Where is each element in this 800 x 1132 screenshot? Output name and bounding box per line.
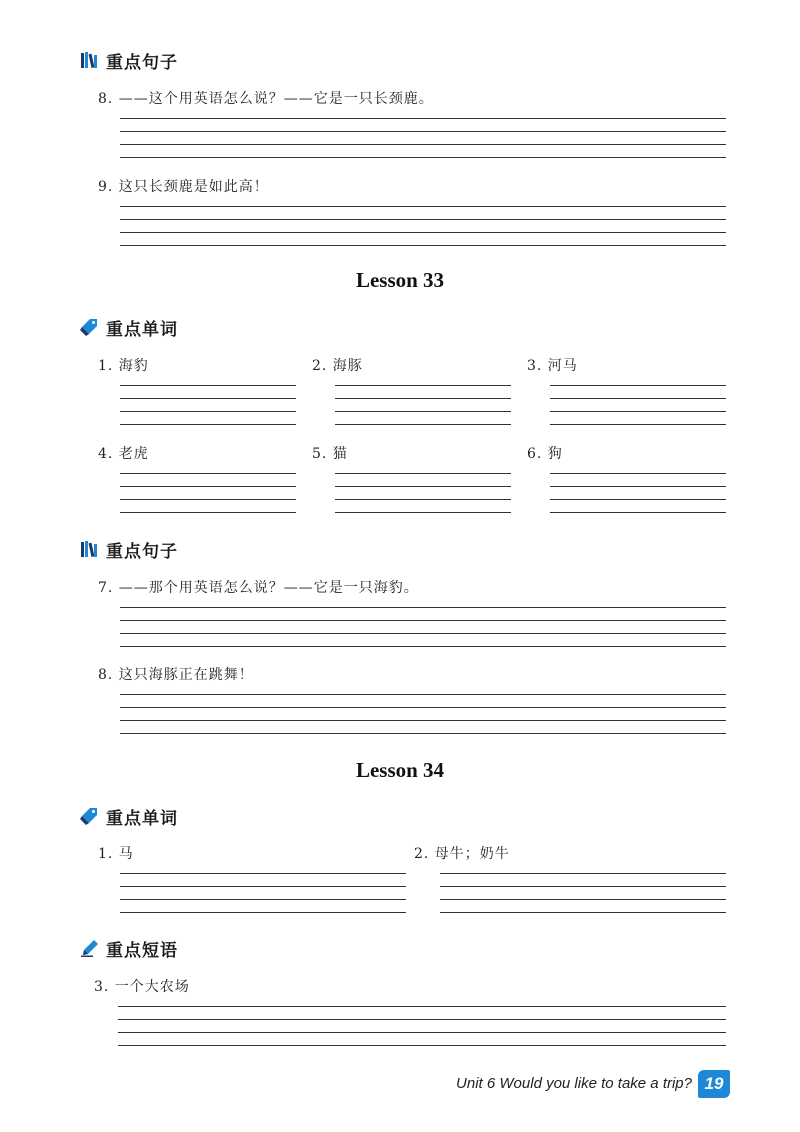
books-icon [80, 50, 100, 70]
answer-lines-w2[interactable] [335, 385, 511, 425]
question-8-text: 8. 这只海豚正在跳舞！ [98, 667, 254, 683]
section-header-words [80, 804, 178, 828]
section-title: 重点单词 [106, 319, 178, 340]
answer-lines-w2b[interactable] [440, 873, 726, 913]
section-header-words [80, 315, 178, 339]
question-7-text: 7. ——那个用英语怎么说？——它是一只海豹。 [98, 580, 419, 596]
phrase-3-text: 3. 一个大农场 [94, 979, 190, 995]
answer-lines-p3[interactable] [118, 1006, 726, 1046]
tag-icon [80, 806, 100, 826]
word-5-text: 5. 猫 [312, 446, 348, 462]
answer-lines-q8b[interactable] [120, 694, 726, 734]
word-6-text: 6. 狗 [527, 446, 563, 462]
section-title: 重点短语 [106, 940, 178, 961]
answer-lines-w5[interactable] [335, 473, 511, 513]
section-header-phrases [80, 936, 178, 960]
question-8-text: 8. ——这个用英语怎么说？——它是一只长颈鹿。 [98, 91, 434, 107]
answer-lines-w6[interactable] [550, 473, 726, 513]
tag-icon [80, 317, 100, 337]
page-number-badge: 19 [698, 1070, 730, 1098]
section-title: 重点单词 [106, 808, 178, 829]
section-title: 重点句子 [106, 52, 178, 73]
word-2-text: 2. 海豚 [312, 358, 363, 374]
answer-lines-w3[interactable] [550, 385, 726, 425]
answer-lines-w1[interactable] [120, 385, 296, 425]
answer-lines-w4[interactable] [120, 473, 296, 513]
footer-unit-title: Unit 6 Would you like to take a trip? [456, 1075, 692, 1092]
section-title: 重点句子 [106, 541, 178, 562]
section-header-sentences [80, 537, 178, 561]
word-2-text: 2. 母牛；奶牛 [414, 846, 510, 862]
answer-lines-q7[interactable] [120, 607, 726, 647]
question-9-text: 9. 这只长颈鹿是如此高！ [98, 179, 269, 195]
word-4-text: 4. 老虎 [98, 446, 149, 462]
word-1-text: 1. 马 [98, 846, 134, 862]
answer-lines-q9[interactable] [120, 206, 726, 246]
word-1-text: 1. 海豹 [98, 358, 149, 374]
answer-lines-q8[interactable] [120, 118, 726, 158]
answer-lines-w1b[interactable] [120, 873, 406, 913]
section-header-sentences [80, 48, 178, 72]
word-3-text: 3. 河马 [527, 358, 578, 374]
lesson-33-title: Lesson 33 [355, 268, 445, 292]
books-icon [80, 539, 100, 559]
lesson-34-title: Lesson 34 [355, 758, 445, 782]
pencil-icon [80, 938, 100, 958]
